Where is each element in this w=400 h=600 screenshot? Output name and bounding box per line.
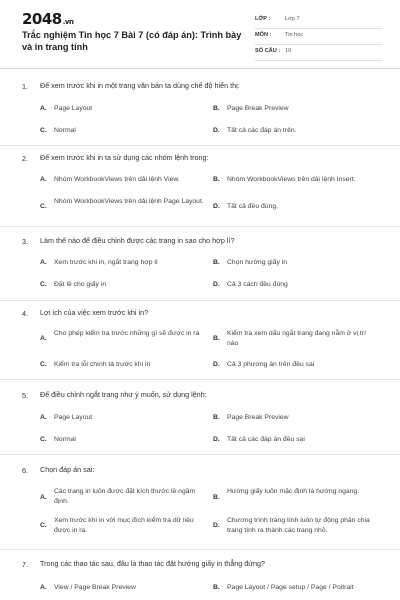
option-b-label: B. (213, 259, 220, 266)
option-c[interactable]: Xem trước khi in với mục đích kiểm tra dữ liệu được in ra. (54, 517, 194, 534)
option-d[interactable]: Tất cả các đáp án đều sai (227, 436, 305, 443)
option-a[interactable]: Page Layout (54, 105, 93, 112)
meta-value: 10 (285, 48, 292, 54)
question-number: 4. (22, 309, 28, 318)
question-7 (0, 550, 400, 600)
option-a-label: A. (40, 176, 47, 183)
option-b-label: B. (213, 584, 220, 591)
question-2 (0, 146, 400, 227)
option-c-label: C. (40, 281, 47, 288)
question-number: 1. (22, 82, 28, 91)
option-a-label: A. (40, 335, 47, 342)
option-b[interactable]: Nhóm WorkbookViews trên dải lệnh Insert. (227, 176, 356, 183)
option-a-label: A. (40, 584, 47, 591)
option-b-label: B. (213, 335, 220, 342)
option-d[interactable]: Tất cả các đáp án trên. (227, 127, 297, 134)
meta-label: LỚP : (255, 16, 271, 22)
logo-text: 2048 (22, 10, 62, 28)
quiz-header (0, 0, 400, 68)
option-a[interactable]: Page Layout (54, 414, 93, 421)
option-b[interactable]: Page Break Preview (227, 414, 289, 421)
option-d-label: D. (213, 522, 220, 529)
option-b-label: B. (213, 176, 220, 183)
question-1 (0, 69, 400, 146)
option-d[interactable]: Chương trình trang tính luôn tự động phân chia trang tính ra thành các trang nhỏ. (227, 517, 370, 534)
meta-label: MÔN : (255, 32, 272, 38)
option-a[interactable]: View / Page Break Preview (54, 584, 136, 591)
meta-row-count (255, 45, 383, 61)
option-d[interactable]: Tất cả đều đúng. (227, 203, 279, 210)
logo-suffix: .vn (62, 18, 74, 26)
question-3 (0, 227, 400, 301)
question-number: 7. (22, 560, 28, 569)
option-c-label: C. (40, 127, 47, 134)
site-logo[interactable] (22, 10, 73, 28)
option-b-label: B. (213, 105, 220, 112)
question-text: Để điều chỉnh ngắt trang như ý muốn, sử dụng lệnh: (40, 390, 207, 399)
question-5 (0, 380, 400, 455)
option-a-label: A. (40, 494, 47, 501)
question-text: Để xem trước khi in một trang văn bản ta dùng chế độ hiển thị: (40, 81, 240, 90)
quiz-title: Trắc nghiệm Tin học 7 Bài 7 (có đáp án): Trình bày và in trang tính (22, 30, 242, 52)
option-b[interactable]: Chọn hướng giấy in (227, 259, 288, 266)
option-b[interactable]: Page Layout / Page setup / Page / Poitrait (227, 584, 354, 591)
question-number: 3. (22, 237, 28, 246)
option-a[interactable]: Các trang in luôn được đặt kích thước lề ngầm định. (54, 488, 196, 505)
option-a-label: A. (40, 259, 47, 266)
question-4 (0, 301, 400, 380)
option-c[interactable]: Normal (54, 127, 76, 134)
meta-row-subject (255, 29, 383, 45)
option-c[interactable]: Normal (54, 436, 76, 443)
option-c-label: C. (40, 436, 47, 443)
option-c-label: C. (40, 522, 47, 529)
option-d-label: D. (213, 281, 220, 288)
option-c-label: C. (40, 203, 47, 210)
question-6 (0, 455, 400, 550)
option-a[interactable]: Cho phép kiểm tra trước những gì sẽ được in ra (54, 330, 200, 337)
meta-row-grade (255, 13, 383, 29)
question-number: 5. (22, 391, 28, 400)
option-b-label: B. (213, 494, 220, 501)
question-text: Chọn đáp án sai: (40, 465, 95, 474)
option-a[interactable]: Xem trước khi in, ngắt trang hợp lí (54, 259, 158, 266)
question-text: Để xem trước khi in ta sử dụng các nhóm lệnh trong: (40, 153, 209, 162)
option-a[interactable]: Nhóm WorkbookViews trên dải lệnh View. (54, 176, 180, 183)
option-c[interactable]: Đặt lề cho giấy in (54, 281, 107, 288)
option-b[interactable]: Kiểm tra xem dấu ngắt trang đang nằm ở vị trí nào (227, 330, 366, 347)
option-c[interactable]: Nhóm WorkbookViews trên dải lệnh Page Layout. (54, 198, 204, 205)
option-d-label: D. (213, 127, 220, 134)
question-text: Lợi ích của việc xem trước khi in? (40, 308, 149, 317)
question-text: Làm thế nào để điều chỉnh được các trang in sao cho hợp lí? (40, 236, 235, 245)
option-c[interactable]: Kiểm tra lỗi chính tả trước khi in (54, 361, 151, 368)
question-number: 2. (22, 154, 28, 163)
option-b[interactable]: Hướng giấy luôn mặc định là hướng ngang. (227, 488, 360, 495)
question-text: Trong các thao tác sau, đâu là thao tác đặt hướng giấy in thẳng đứng? (40, 559, 266, 568)
meta-value: Lớp 7 (285, 16, 300, 22)
meta-label: SỐ CÂU : (255, 48, 281, 54)
option-a-label: A. (40, 105, 47, 112)
option-d-label: D. (213, 436, 220, 443)
option-d-label: D. (213, 203, 220, 210)
meta-value: Tin học (285, 32, 304, 38)
quiz-meta (255, 13, 383, 61)
option-b[interactable]: Page Break Preview (227, 105, 289, 112)
option-d-label: D. (213, 361, 220, 368)
option-c-label: C. (40, 361, 47, 368)
option-d[interactable]: Cả 3 cách đều đúng (227, 281, 288, 288)
option-d[interactable]: Cả 3 phương án trên đều sai (227, 361, 315, 368)
option-b-label: B. (213, 414, 220, 421)
question-number: 6. (22, 466, 28, 475)
option-a-label: A. (40, 414, 47, 421)
